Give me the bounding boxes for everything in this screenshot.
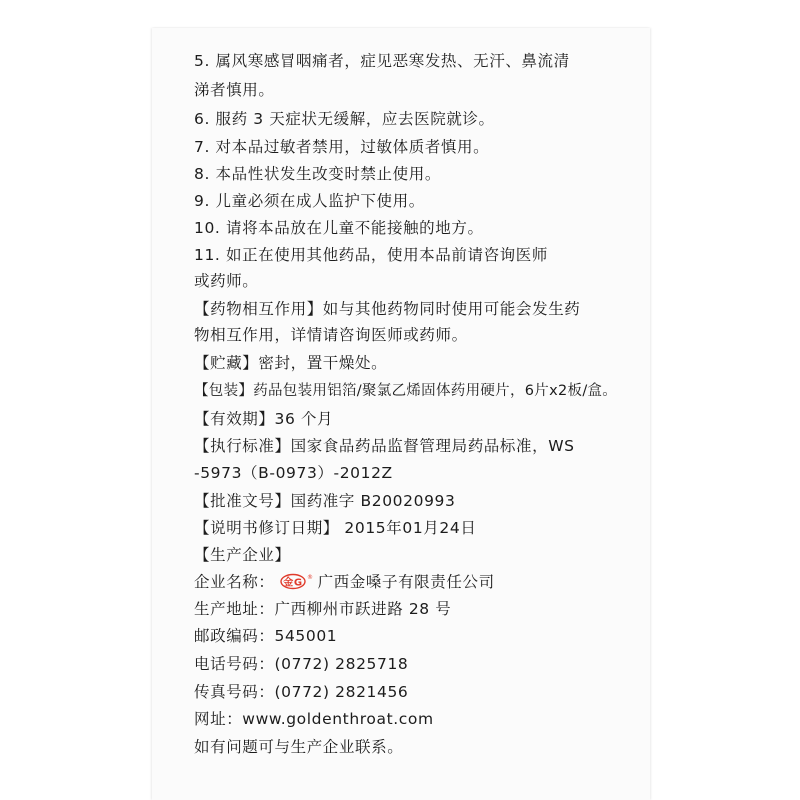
logo-registered-mark: ® <box>307 574 314 581</box>
manufacturer-heading: 【生产企业】 <box>194 546 291 564</box>
company-name-row <box>194 571 495 593</box>
logo-text: 金G <box>283 577 303 589</box>
precaution-5-line1: 5. 属风寒感冒咽痛者，症见恶寒发热、无汗、鼻流清 <box>194 52 570 70</box>
precaution-9: 9. 儿童必须在成人监护下使用。 <box>194 192 425 210</box>
precaution-10: 10. 请将本品放在儿童不能接触的地方。 <box>194 219 484 237</box>
precaution-5-line2: 涕者慎用。 <box>194 81 275 99</box>
standard-line2: -5973（B-0973）-2012Z <box>194 464 393 482</box>
website: 网址：www.goldenthroat.com <box>194 710 434 728</box>
company-name-label: 企业名称： <box>194 573 275 591</box>
packaging: 【包装】药品包装用铝箔/聚氯乙烯固体药用硬片，6片x2板/盒。 <box>194 383 618 399</box>
interactions-line1: 【药物相互作用】如与其他药物同时使用可能会发生药 <box>194 300 581 318</box>
storage: 【贮藏】密封，置干燥处。 <box>194 354 388 372</box>
precaution-6: 6. 服药 3 天症状无缓解，应去医院就诊。 <box>194 110 495 128</box>
fax-number: 传真号码：(0772) 2821456 <box>194 683 409 701</box>
standard-line1: 【执行标准】国家食品药品监督管理局药品标准，WS <box>194 437 575 455</box>
revision-date: 【说明书修订日期】 2015年01月24日 <box>194 519 477 537</box>
precaution-8: 8. 本品性状发生改变时禁止使用。 <box>194 165 441 183</box>
precaution-11-line1: 11. 如正在使用其他药品，使用本品前请咨询医师 <box>194 246 548 264</box>
company-name: 广西金嗓子有限责任公司 <box>317 573 495 591</box>
interactions-line2: 物相互作用，详情请咨询医师或药师。 <box>194 326 468 344</box>
precaution-7: 7. 对本品过敏者禁用，过敏体质者慎用。 <box>194 138 490 156</box>
approval-number: 【批准文号】国药准字 B20020993 <box>194 492 456 510</box>
phone-number: 电话号码：(0772) 2825718 <box>194 655 409 673</box>
shelf-life: 【有效期】36 个月 <box>194 410 334 428</box>
postal-code: 邮政编码：545001 <box>194 627 338 645</box>
company-logo-icon <box>280 573 314 589</box>
contact-note: 如有问题可与生产企业联系。 <box>194 738 404 756</box>
precaution-11-line2: 或药师。 <box>194 272 259 290</box>
address: 生产地址：广西柳州市跃进路 28 号 <box>194 600 452 618</box>
